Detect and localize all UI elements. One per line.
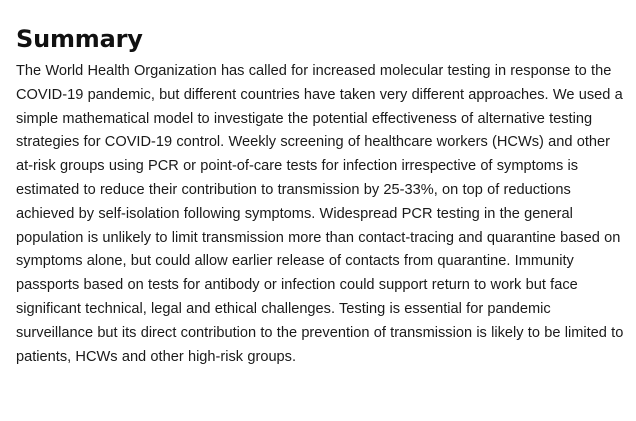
summary-heading: Summary xyxy=(16,25,143,53)
summary-paragraph: The World Health Organization has called for increased molecular testing in response to the COVID-19 pandemic, but different countries have taken very different approaches. We used a simple mathematical model to investigate the potential effectiveness of alternative testing strategies for COVID-19 control. Weekly screening of healthcare workers (HCWs) and other at-risk groups using PCR or point-of-care tests for infection irrespective of symptoms is estimated to reduce their contribution to transmission by 25-33%, on top of reductions achieved by self-isolation following symptoms. Widespread PCR testing in the general population is unlikely to limit transmission more than contact-tracing and quarantine based on symptoms alone, but could allow earlier release of contacts from quarantine. Immunity passports based on tests for antibody or infection could support return to work but face significant technical, legal and ethical challenges. Testing is essential for pandemic surveillance but its direct contribution to the prevention of transmission is likely to be limited to patients, HCWs and other high-risk groups. xyxy=(16,63,624,365)
summary-section xyxy=(16,24,626,369)
